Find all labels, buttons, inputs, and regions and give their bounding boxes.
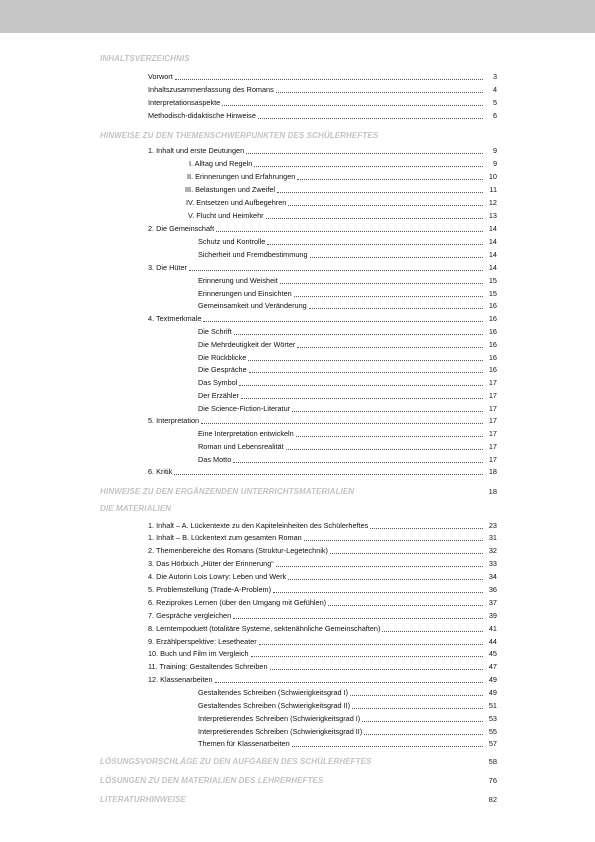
toc-entry[interactable]	[148, 314, 497, 324]
toc-entry-page: 53	[488, 714, 497, 723]
toc-entry-page: 9	[492, 159, 497, 168]
section-heading: HINWEISE ZU DEN ERGÄNZENDEN UNTERRICHTSMATERIALIEN	[100, 487, 355, 496]
toc-entry[interactable]	[198, 237, 497, 247]
dot-leader	[294, 295, 483, 297]
toc-entry-page: 14	[488, 224, 497, 233]
toc-entry[interactable]	[148, 72, 497, 82]
toc-entry-page: 16	[488, 340, 497, 349]
toc-entry-title: Interpretierendes Schreiben (Schwierigkeitsgrad II)	[198, 727, 363, 736]
toc-entry-title: Methodisch-didaktische Hinweise	[148, 111, 256, 120]
toc-entry[interactable]	[198, 365, 497, 375]
dot-leader	[286, 448, 483, 450]
toc-entry-page: 55	[488, 727, 497, 736]
toc-entry[interactable]	[148, 585, 497, 595]
dot-leader	[277, 191, 483, 193]
toc-entry-page: 17	[488, 391, 497, 400]
toc-entry[interactable]	[198, 701, 497, 711]
toc-entry[interactable]	[148, 559, 497, 569]
toc-entry[interactable]	[198, 688, 497, 698]
toc-entry-title: Interpretationsaspekte	[148, 98, 221, 107]
dot-leader	[246, 152, 483, 154]
toc-entry-page: 57	[488, 739, 497, 748]
toc-entry[interactable]	[148, 572, 497, 582]
dot-leader	[233, 461, 483, 463]
toc-entry-title: 6. Reziprokes Lernen (über den Umgang mit Gefühlen)	[148, 598, 327, 607]
section-page-number: 58	[488, 757, 497, 766]
dot-leader	[288, 204, 483, 206]
toc-entry-title: Sicherheit und Fremdbestimmung	[198, 250, 308, 259]
section-heading: HINWEISE ZU DEN THEMENSCHWERPUNKTEN DES SCHÜLERHEFTES	[100, 131, 379, 140]
toc-entry-page: 14	[488, 250, 497, 259]
toc-entry-title: 7. Gespräche vergleichen	[148, 611, 232, 620]
toc-entry-title: Inhaltszusammenfassung des Romans	[148, 85, 274, 94]
toc-entry-page: 34	[488, 572, 497, 581]
toc-entry[interactable]	[198, 250, 497, 260]
toc-entry[interactable]	[185, 185, 497, 195]
section-page-number: 82	[488, 795, 497, 804]
toc-entry[interactable]	[148, 662, 497, 672]
toc-entry-title: I. Alltag und Regeln	[189, 159, 253, 168]
toc-entry[interactable]	[198, 404, 497, 414]
toc-entry-page: 9	[492, 146, 497, 155]
dot-leader	[288, 578, 483, 580]
toc-entry-page: 15	[488, 276, 497, 285]
toc-entry[interactable]	[148, 624, 497, 634]
toc-entry-page: 17	[488, 455, 497, 464]
toc-entry-page: 47	[488, 662, 497, 671]
toc-entry[interactable]	[198, 378, 497, 388]
dot-leader	[258, 117, 483, 119]
dot-leader	[216, 230, 483, 232]
toc-entry-title: 2. Die Gemeinschaft	[148, 224, 215, 233]
toc-entry-title: 10. Buch und Film im Vergleich	[148, 649, 249, 658]
toc-entry-page: 17	[488, 429, 497, 438]
toc-entry[interactable]	[148, 98, 497, 108]
toc-entry[interactable]	[148, 146, 497, 156]
toc-entry-title: IV. Entsetzen und Aufbegehren	[186, 198, 287, 207]
dot-leader	[276, 565, 483, 567]
toc-entry-page: 17	[488, 416, 497, 425]
dot-leader	[297, 346, 483, 348]
dot-leader	[239, 384, 483, 386]
toc-entry[interactable]	[189, 159, 497, 169]
toc-entry-title: 11. Training: Gestaltendes Schreiben	[148, 662, 268, 671]
toc-entry-page: 49	[488, 688, 497, 697]
dot-leader	[241, 397, 483, 399]
toc-entry-title: 5. Interpretation	[148, 416, 200, 425]
toc-entry[interactable]	[186, 198, 497, 208]
toc-entry-title: Gestaltendes Schreiben (Schwierigkeitsgrad I)	[198, 688, 349, 697]
toc-entry[interactable]	[198, 429, 497, 439]
toc-entry[interactable]	[198, 353, 497, 363]
toc-entry[interactable]	[198, 340, 497, 350]
dot-leader	[174, 473, 483, 475]
dot-leader	[370, 527, 483, 529]
toc-entry[interactable]	[198, 442, 497, 452]
toc-entry-page: 18	[488, 467, 497, 476]
section-heading: INHALTSVERZEICHNIS	[100, 54, 190, 63]
toc-entry-page: 49	[488, 675, 497, 684]
dot-leader	[273, 591, 483, 593]
toc-entry-title: Roman und Lebensrealität	[198, 442, 284, 451]
dot-leader	[233, 617, 483, 619]
toc-entry[interactable]	[148, 521, 497, 531]
section-heading: LÖSUNGEN ZU DEN MATERIALIEN DES LEHRERHEFTES	[100, 776, 324, 785]
dot-leader	[215, 681, 484, 683]
toc-entry[interactable]	[198, 289, 497, 299]
dot-leader	[280, 282, 483, 284]
toc-entry-page: 16	[488, 327, 497, 336]
toc-entry-title: 1. Inhalt – A. Lückentexte zu den Kapiteleinheiten des Schülerheftes	[148, 521, 369, 530]
section-heading: LÖSUNGSVORSCHLÄGE ZU DEN AUFGABEN DES SCHÜLERHEFTES	[100, 757, 372, 766]
section-heading: DIE MATERIALIEN	[100, 504, 172, 513]
toc-entry-page: 32	[488, 546, 497, 555]
toc-entry-page: 16	[488, 365, 497, 374]
toc-entry-title: Vorwort	[148, 72, 173, 81]
toc-entry[interactable]	[198, 727, 497, 737]
dot-leader	[248, 359, 483, 361]
toc-entry-page: 13	[488, 211, 497, 220]
toc-entry-title: II. Erinnerungen und Erfahrungen	[187, 172, 296, 181]
toc-entry-title: Die Science-Fiction-Literatur	[198, 404, 291, 413]
dot-leader	[234, 333, 483, 335]
toc-entry-title: Themen für Klassenarbeiten	[198, 739, 290, 748]
toc-entry[interactable]	[148, 546, 497, 556]
toc-entry[interactable]	[148, 649, 497, 659]
dot-leader	[382, 630, 483, 632]
toc-entry[interactable]	[188, 211, 497, 221]
toc-entry[interactable]	[148, 224, 497, 234]
toc-entry-title: 3. Das Hörbuch „Hüter der Erinnerung“	[148, 559, 274, 568]
dot-leader	[304, 539, 483, 541]
toc-entry-title: 4. Textmerkmale	[148, 314, 202, 323]
toc-entry-page: 12	[488, 198, 497, 207]
dot-leader	[328, 604, 483, 606]
toc-entry-page: 45	[488, 649, 497, 658]
toc-entry-title: 9. Erzählperspektive: Lesetheater	[148, 637, 257, 646]
toc-entry-title: Das Motto	[198, 455, 232, 464]
toc-entry[interactable]	[148, 467, 497, 477]
toc-entry-page: 16	[488, 314, 497, 323]
toc-entry-page: 14	[488, 263, 497, 272]
toc-entry-title: 5. Problemstellung (Trade-A-Problem)	[148, 585, 272, 594]
toc-entry-title: Gemeinsamkeit und Veränderung	[198, 301, 307, 310]
toc-entry-page: 16	[488, 301, 497, 310]
toc-entry-title: 2. Themenbereiche des Romans (Struktur-Legetechnik)	[148, 546, 328, 555]
toc-entry-title: Eine Interpretation entwickeln	[198, 429, 294, 438]
toc-entry-page: 17	[488, 378, 497, 387]
toc-entry-page: 36	[488, 585, 497, 594]
toc-entry-title: 1. Inhalt – B. Lückentext zum gesamten Roman	[148, 533, 302, 542]
toc-entry[interactable]	[148, 611, 497, 621]
toc-entry-page: 17	[488, 404, 497, 413]
toc-entry-title: Die Mehrdeutigkeit der Wörter	[198, 340, 296, 349]
toc-entry[interactable]	[148, 637, 497, 647]
toc-entry[interactable]	[198, 327, 497, 337]
toc-entry[interactable]	[187, 172, 497, 182]
toc-entry[interactable]	[148, 675, 497, 685]
toc-entry-title: Die Schrift	[198, 327, 232, 336]
dot-leader	[292, 745, 483, 747]
toc-entry-title: 6. Kritik	[148, 467, 173, 476]
toc-entry-title: 4. Die Autorin Lois Lowry: Leben und Werk	[148, 572, 287, 581]
dot-leader	[350, 694, 483, 696]
toc-entry[interactable]	[148, 85, 497, 95]
toc-entry-page: 14	[488, 237, 497, 246]
dot-leader	[254, 165, 483, 167]
toc-entry-page: 4	[492, 85, 497, 94]
dot-leader	[203, 320, 483, 322]
toc-entry-title: Erinnerungen und Einsichten	[198, 289, 292, 298]
toc-entry-title: 8. Lerntempoduett (totalitäre Systeme, sektenähnliche Gemeinschaften)	[148, 624, 381, 633]
dot-leader	[330, 552, 483, 554]
toc-entry[interactable]	[148, 416, 497, 426]
toc-entry-page: 5	[492, 98, 497, 107]
toc-entry-page: 41	[488, 624, 497, 633]
dot-leader	[362, 720, 483, 722]
dot-leader	[266, 217, 483, 219]
toc-entry-page: 3	[492, 72, 497, 81]
dot-leader	[175, 78, 483, 80]
dot-leader	[259, 643, 483, 645]
toc-entry-title: Interpretierendes Schreiben (Schwierigkeitsgrad I)	[198, 714, 361, 723]
dot-leader	[297, 178, 483, 180]
toc-entry[interactable]	[198, 739, 497, 749]
dot-leader	[364, 733, 483, 735]
toc-entry-page: 39	[488, 611, 497, 620]
toc-entry-page: 31	[488, 533, 497, 542]
toc-entry[interactable]	[198, 714, 497, 724]
toc-entry-page: 37	[488, 598, 497, 607]
dot-leader	[201, 422, 483, 424]
toc-entry-title: Schutz und Kontrolle	[198, 237, 266, 246]
toc-entry-title: Gestaltendes Schreiben (Schwierigkeitsgrad II)	[198, 701, 351, 710]
dot-leader	[309, 307, 483, 309]
dot-leader	[249, 371, 483, 373]
toc-entry-page: 11	[489, 185, 497, 194]
dot-leader	[270, 668, 483, 670]
toc-entry-page: 51	[488, 701, 497, 710]
toc-entry-title: 1. Inhalt und erste Deutungen	[148, 146, 245, 155]
toc-entry-page: 10	[488, 172, 497, 181]
toc-entry[interactable]	[148, 598, 497, 608]
toc-entry[interactable]	[198, 391, 497, 401]
toc-entry-page: 16	[488, 353, 497, 362]
toc-entry-page: 17	[488, 442, 497, 451]
toc-entry-title: Das Symbol	[198, 378, 238, 387]
toc-entry-title: 3. Die Hüter	[148, 263, 187, 272]
dot-leader	[222, 104, 483, 106]
toc-entry-page: 23	[488, 521, 497, 530]
section-page-number: 76	[488, 776, 497, 785]
dot-leader	[352, 707, 483, 709]
top-banner	[0, 0, 595, 33]
toc-entry[interactable]	[198, 455, 497, 465]
toc-entry-title: Erinnerung und Weisheit	[198, 276, 278, 285]
toc-entry[interactable]	[148, 263, 497, 273]
toc-entry-title: III. Belastungen und Zweifel	[185, 185, 276, 194]
toc-entry-title: V. Flucht und Heimkehr	[188, 211, 264, 220]
toc-entry-title: 12. Klassenarbeiten	[148, 675, 213, 684]
toc-entry-title: Die Rückblicke	[198, 353, 247, 362]
toc-entry-page: 44	[488, 637, 497, 646]
section-page-number: 18	[488, 487, 497, 496]
dot-leader	[310, 256, 483, 258]
toc-entry-page: 15	[488, 289, 497, 298]
toc-entry-title: Die Gespräche	[198, 365, 247, 374]
toc-entry[interactable]	[148, 111, 497, 121]
toc-entry[interactable]	[198, 276, 497, 286]
section-heading: LITERATURHINWEISE	[100, 795, 186, 804]
toc-entry-page: 33	[488, 559, 497, 568]
toc-entry-title: Der Erzähler	[198, 391, 239, 400]
dot-leader	[276, 91, 483, 93]
dot-leader	[189, 269, 483, 271]
toc-entry[interactable]	[148, 533, 497, 543]
dot-leader	[267, 243, 483, 245]
dot-leader	[251, 655, 483, 657]
dot-leader	[292, 410, 483, 412]
toc-entry-page: 6	[492, 111, 497, 120]
toc-entry[interactable]	[198, 301, 497, 311]
dot-leader	[296, 435, 483, 437]
